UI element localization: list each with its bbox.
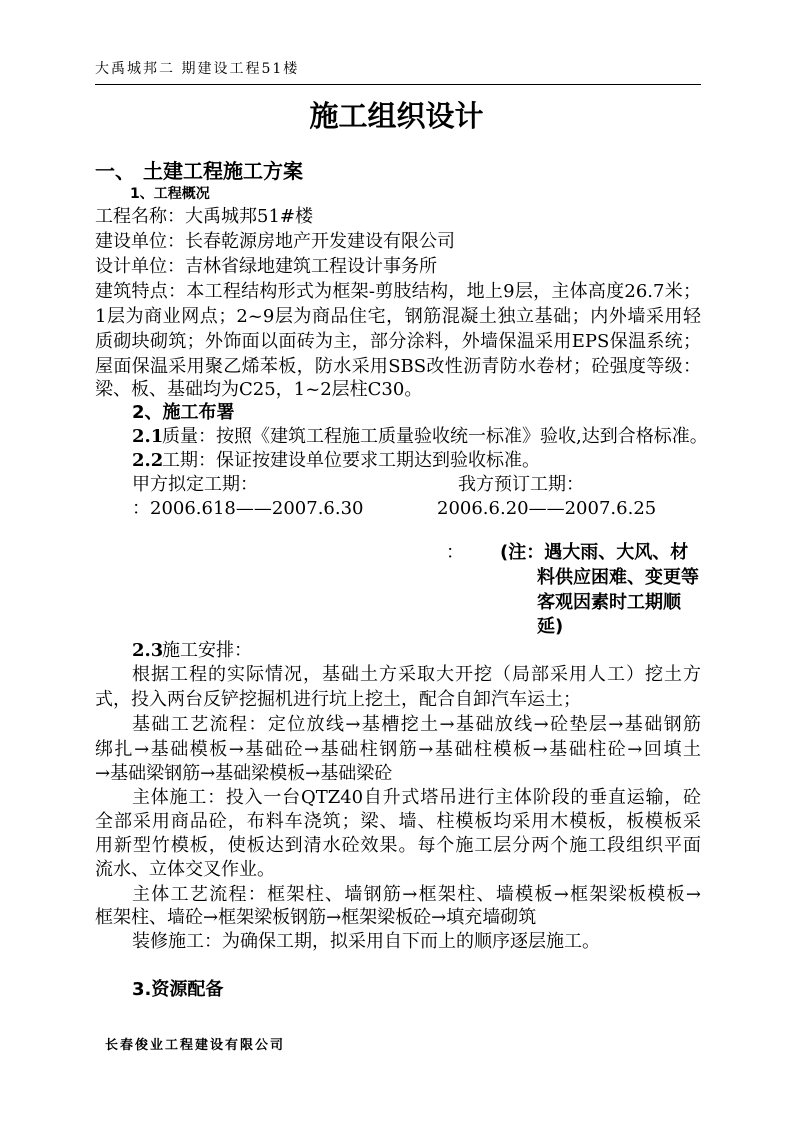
owner-schedule-dates: ：2006.618——2007.6.30 [132,498,364,519]
arrangement-line: 根据工程的实际情况，基础土方采取大开挖（局部采用人工）挖土方 [132,664,701,685]
overview-line: 屋面保温采用聚乙烯苯板，防水采用SBS改性沥青防水卷材；砼强度等级： [95,356,701,377]
arrangement-line: 装修施工：为确保工期，拟采用自下而上的顺序逐层施工。 [132,931,600,952]
owner-schedule-label: 甲方拟定工期： [132,474,258,495]
page-footer: 长春俊业工程建设有限公司 [105,1038,286,1053]
item-arrangement-text: 施工安排： [162,640,252,661]
item-quality-number: 2.1 [132,426,164,447]
subheading-overview: 1、工程概况 [130,186,210,202]
arrangement-line: 主体施工：投入一台QTZ40自升式塔吊进行主体阶段的垂直运输，砼 [132,787,701,808]
overview-line: 工程名称：大禹城邦51#楼 [95,206,313,227]
arrangement-line: 主体工艺流程：框架柱、墙钢筋→框架柱、墙模板→框架梁板模板→ [132,884,701,905]
our-schedule-label: 我方预订工期： [458,474,584,495]
arrangement-line: 全部采用商品砼，布料车浇筑；梁、墙、柱模板均采用木模板，板模板采 [95,811,701,832]
arrangement-line: →基础梁钢筋→基础梁模板→基础梁砼 [95,763,393,784]
page-header: 大禹城邦二 期建设工程51楼 [95,61,300,77]
section-title: 土建工程施工方案 [143,159,303,183]
subheading-deployment: 2、施工布署 [132,402,235,423]
section-number: 一、 [95,159,135,183]
our-schedule-dates: 2006.6.20——2007.6.25 [437,498,657,519]
item-schedule-text: 工期：保证按建设单位要求工期达到验收标准。 [162,450,540,471]
schedule-note-line: (注：遇大雨、大风、材 [500,542,689,563]
arrangement-line: 流水、立体交叉作业。 [95,859,275,880]
arrangement-line: 绑扎→基础模板→基础砼→基础柱钢筋→基础柱模板→基础柱砼→回填土 [95,739,701,760]
schedule-note-line: 料供应困难、变更等 [537,567,699,588]
schedule-note-line: 延) [537,616,564,637]
overview-line: 设计单位：吉林省绿地建筑工程设计事务所 [95,256,437,277]
document-title: 施工组织设计 [309,99,484,133]
overview-line: 梁、板、基础均为C25，1~2层柱C30。 [95,379,423,400]
schedule-note-line: 客观因素时工期顺 [537,592,681,613]
arrangement-line: 框架柱、墙砼→框架梁板钢筋→框架梁板砼→填充墙砌筑 [95,907,537,928]
subheading-resources: 3.资源配备 [132,979,224,1000]
overview-line: 建设单位：长春乾源房地产开发建设有限公司 [95,231,455,252]
note-colon: ： [446,542,464,563]
arrangement-line: 式，投入两台反铲挖掘机进行坑上挖土，配合自卸汽车运土； [95,689,581,710]
item-schedule-number: 2.2 [132,450,164,471]
item-quality-text: 质量：按照《建筑工程施工质量验收统一标准》验收,达到合格标准。 [162,426,708,447]
overview-line: 建筑特点：本工程结构形式为框架-剪肢结构，地上9层，主体高度26.7米； [95,281,701,302]
overview-line: 质砌块砌筑；外饰面以面砖为主，部分涂料，外墙保温采用EPS保温系统； [95,331,701,352]
arrangement-line: 基础工艺流程：定位放线→基槽挖土→基础放线→砼垫层→基础钢筋 [132,714,701,735]
arrangement-line: 用新型竹模板，使板达到清水砼效果。每个施工层分两个施工段组织平面 [95,835,701,856]
header-divider [95,84,701,85]
overview-line: 1层为商业网点；2~9层为商品住宅，钢筋混凝土独立基础；内外墙采用轻 [95,306,701,327]
item-arrangement-number: 2.3 [132,640,164,661]
